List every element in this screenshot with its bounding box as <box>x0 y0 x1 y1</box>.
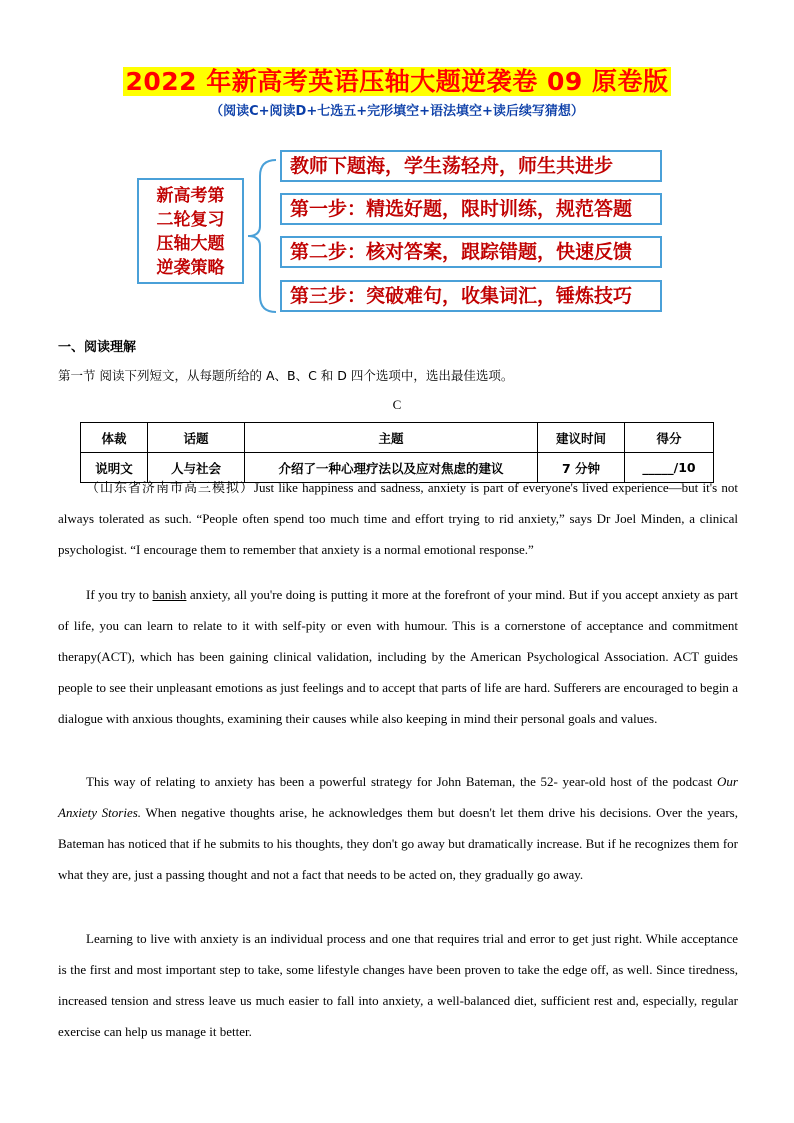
table-header-cell: 话题 <box>148 423 245 453</box>
strategy-label-line: 逆袭策略 <box>156 258 225 278</box>
strategy-label-line: 二轮复习 <box>156 210 225 230</box>
strategy-label-line: 压轴大题 <box>156 234 225 254</box>
section-heading: 一、阅读理解 <box>58 340 137 355</box>
table-cell: 说明文 <box>81 453 148 483</box>
podcast-title: Our Anxiety Stories. <box>58 774 738 820</box>
passage-paragraph <box>58 579 738 734</box>
underlined-word: banish <box>152 587 187 602</box>
table-header-cell: 得分 <box>625 423 714 453</box>
table-header-cell: 体裁 <box>81 423 148 453</box>
strategy-step: 第一步：精选好题，限时训练，规范答题 <box>280 193 662 225</box>
table-cell: _____/10 <box>625 453 714 483</box>
section-instruction: 第一节 阅读下列短文，从每题所给的 A、B、C 和 D 四个选项中，选出最佳选项。 <box>58 368 514 383</box>
table-cell: 介绍了一种心理疗法以及应对焦虑的建议 <box>245 453 538 483</box>
strategy-step: 教师下题海，学生荡轻舟，师生共进步 <box>280 150 662 182</box>
strategy-step: 第三步：突破难句，收集词汇，锤炼技巧 <box>280 280 662 312</box>
table-header-cell: 主题 <box>245 423 538 453</box>
strategy-step: 第二步：核对答案，跟踪错题，快速反馈 <box>280 236 662 268</box>
table-header-cell: 建议时间 <box>538 423 625 453</box>
strategy-label-box <box>137 178 244 284</box>
paragraph-text: anxiety, all you're doing is putting it more at the forefront of your mind. But if you accept anxiety as part of life, you can learn to relate to it with self-pity or even with humour. This is a cornerstone of acceptance and commitment therapy(ACT), which has been gaining clinical validation, including by the American Psychological Association. ACT guides people to see their unpleasant emotions as just feelings and to accept that parts of life are hard. Sufferers are encouraged to begin a dialogue with anxious thoughts, examining their causes while also keeping in mind their personal goals and values. <box>58 587 738 726</box>
document-subtitle: （阅读C+阅读D+七选五+完形填空+语法填空+读后续写猜想） <box>210 104 584 119</box>
passage-paragraph: Learning to live with anxiety is an individual process and one that requires trial and error to get just right. While acceptance is the first and most important step to take, some lifestyle changes have been proven to take the edge off, as well. Since tiredness, increased tension and stress leave us much easier to fall into anxiety, a well-balanced diet, sufficient rest and, especially, regular exercise can help us manage it better. <box>58 931 738 1039</box>
document-title <box>0 62 794 98</box>
strategy-bracket <box>246 156 280 316</box>
table-header-row <box>81 423 714 453</box>
table-cell: 人与社会 <box>148 453 245 483</box>
table-cell: 7 分钟 <box>538 453 625 483</box>
passage-paragraph: （山东省济南市高三模拟）Just like happiness and sadness, anxiety is part of everyone's lived experience—but it's not always tolerated as such. “People often spend too much time and effort trying to rid anxiety,” says Dr Joel Minden, a clinical psychologist. “I encourage them to remember that anxiety is a normal emotional response.” <box>58 480 738 557</box>
passage-letter: C <box>392 397 402 412</box>
strategy-label-line: 新高考第 <box>156 186 225 206</box>
paragraph-text: When negative thoughts arise, he acknowledges them but doesn't let them drive his decisions. Over the years, Bateman has noticed that if he submits to his thoughts, they don't go away but dramatically increase. But if he recognizes them for what they are, just a passing thought and not a fact that needs to be acted on, they gradually go away. <box>58 805 738 882</box>
document-title-text: 2022 年新高考英语压轴大题逆袭卷 09 原卷版 <box>123 67 672 96</box>
paragraph-text: If you try to <box>86 587 153 602</box>
passage-paragraph <box>58 766 738 890</box>
paragraph-text: This way of relating to anxiety has been a powerful strategy for John Bateman, the 52- year-old host of the podcast <box>86 774 718 789</box>
